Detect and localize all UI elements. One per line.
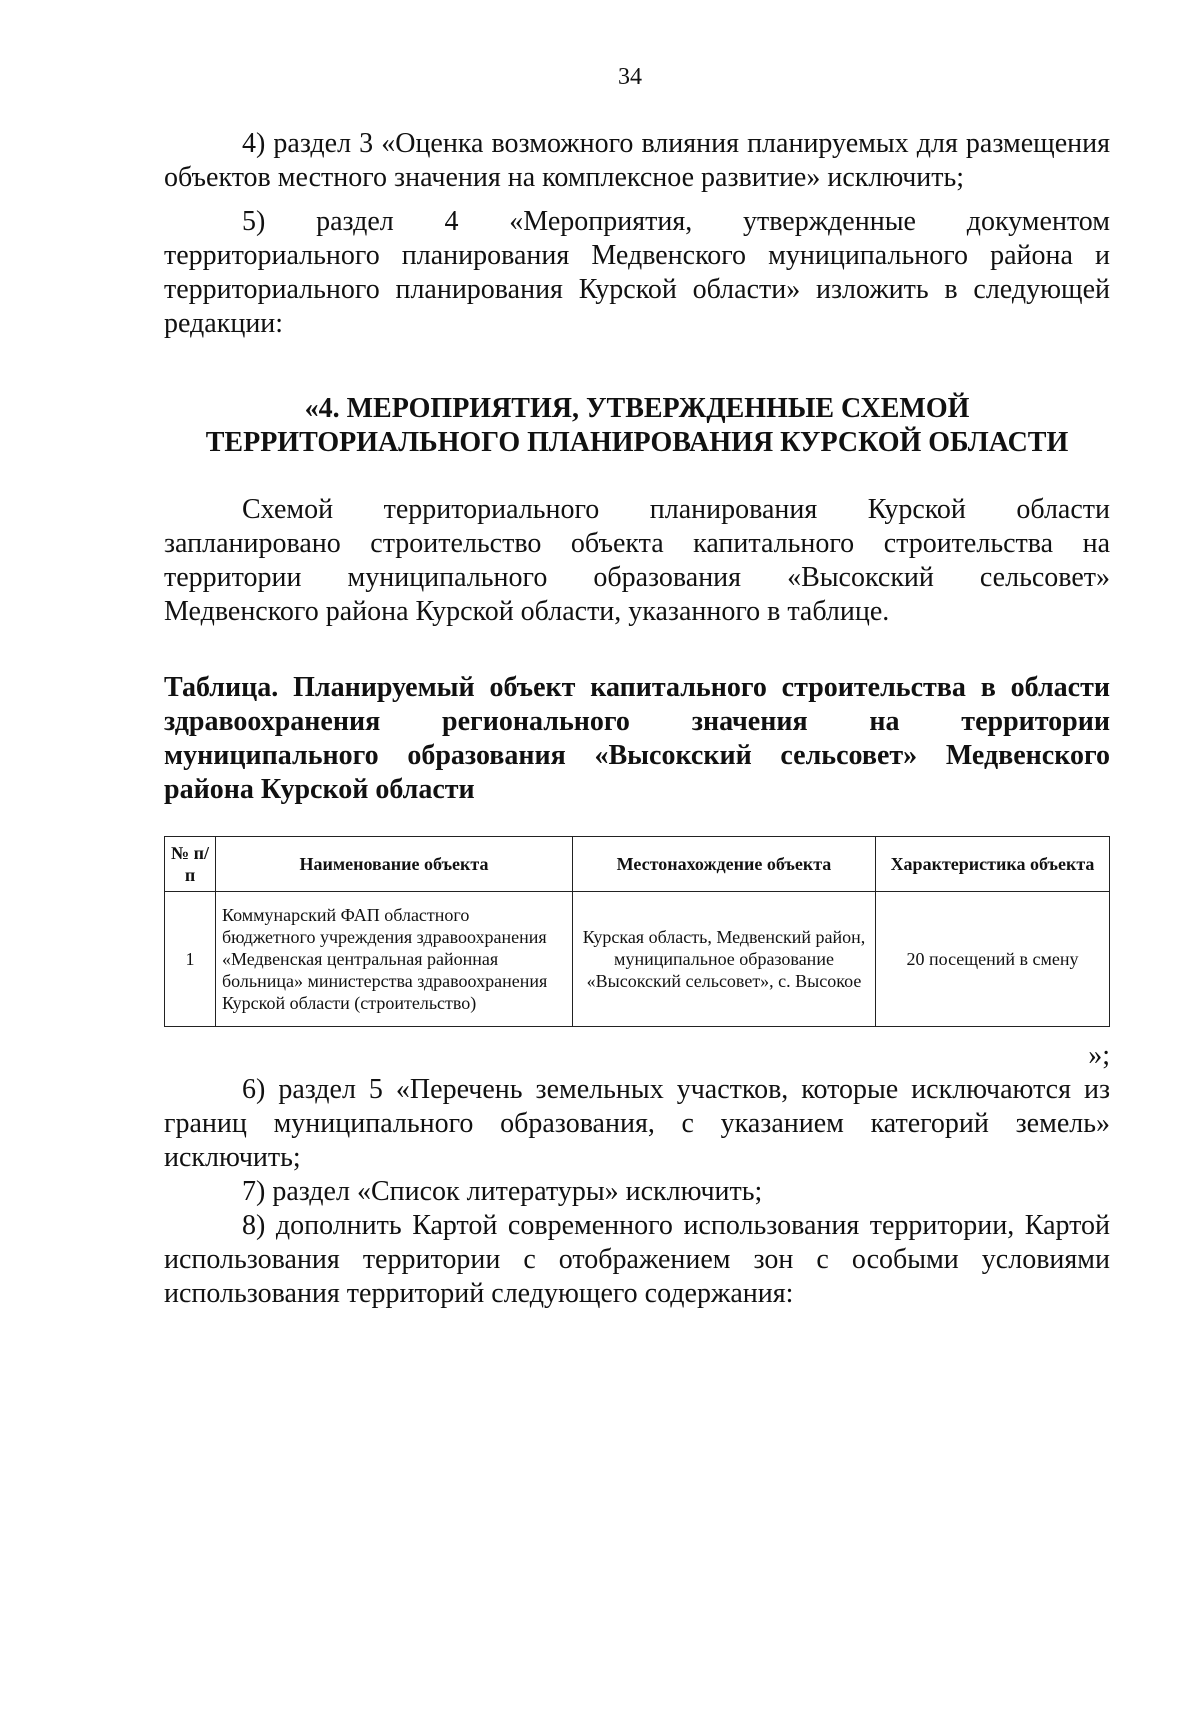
item-5-paragraph: 5) раздел 4 «Мероприятия, утвержденные документом территориального планирования Медвенского муниципального района и территориального планирования Курской области» изложить в следующей редакции: bbox=[164, 206, 1110, 339]
section-heading-line-2: ТЕРРИТОРИАЛЬНОГО ПЛАНИРОВАНИЯ КУРСКОЙ ОБЛАСТИ bbox=[205, 427, 1069, 458]
table-header-row bbox=[165, 837, 1110, 892]
section-heading bbox=[164, 392, 1110, 460]
item-4-paragraph: 4) раздел 3 «Оценка возможного влияния планируемых для размещения объектов местного значения на комплексное развитие» исключить; bbox=[164, 128, 1110, 193]
header-name: Наименование объекта bbox=[216, 837, 573, 892]
cell-num: 1 bbox=[165, 892, 216, 1027]
cell-name: Коммунарский ФАП областного бюджетного учреждения здравоохранения «Медвенская центральная районная больница» министерства здравоохранения Курской области (строительство) bbox=[216, 892, 573, 1027]
section-paragraph: Схемой территориального планирования Курской области запланировано строительство объекта капитального строительства на территории муниципального образования «Высокский сельсовет» Медвенского района Курской области, указанного в таблице. bbox=[164, 494, 1110, 627]
cell-location: Курская область, Медвенский район, муниципальное образование «Высокский сельсовет», с. Высокое bbox=[573, 892, 876, 1027]
header-location: Местонахождение объекта bbox=[573, 837, 876, 892]
closing-quote: »; bbox=[1088, 1040, 1110, 1071]
section-heading-line-1: «4. МЕРОПРИЯТИЯ, УТВЕРЖДЕННЫЕ СХЕМОЙ bbox=[304, 393, 970, 424]
table-row bbox=[165, 892, 1110, 1027]
item-6-paragraph: 6) раздел 5 «Перечень земельных участков, которые исключаются из границ муниципального образования, с указанием категорий земель» исключить; bbox=[164, 1074, 1110, 1173]
header-characteristic: Характеристика объекта bbox=[876, 837, 1110, 892]
header-num: № п/п bbox=[165, 837, 216, 892]
table-caption: Таблица. Планируемый объект капитального строительства в области здравоохранения регионального значения на территории муниципального образования «Высокский сельсовет» Медвенского района Курской области bbox=[164, 672, 1110, 805]
page-number: 34 bbox=[618, 64, 642, 90]
cell-characteristic: 20 посещений в смену bbox=[876, 892, 1110, 1027]
item-7-paragraph: 7) раздел «Список литературы» исключить; bbox=[242, 1176, 763, 1207]
objects-table bbox=[164, 836, 1110, 1027]
item-8-paragraph: 8) дополнить Картой современного использования территории, Картой использования территории с отображением зон с особыми условиями использования территорий следующего содержания: bbox=[164, 1210, 1110, 1309]
